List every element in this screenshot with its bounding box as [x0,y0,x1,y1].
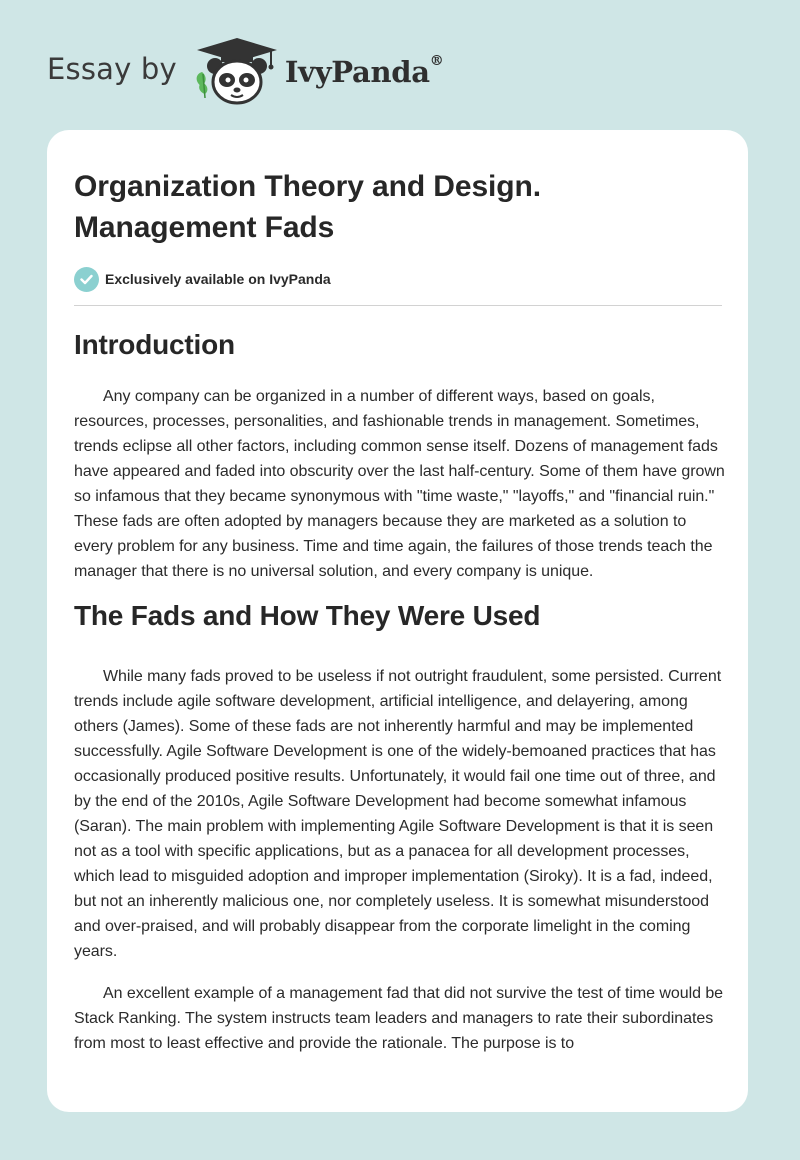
ivypanda-logo-text[interactable] [285,55,444,89]
registered-mark: ® [429,53,444,69]
title-divider [74,305,722,306]
check-circle-icon [74,267,99,292]
paragraph: An excellent example of a management fad that did not survive the test of time would be Stack Ranking. The system instructs team leaders and managers to rate their subordinates from most to least effective and provide the rationale. The purpose is to [74,985,724,1052]
essay-by-label: Essay by [47,52,177,86]
section-fads [74,598,722,1056]
exclusive-badge-label: Exclusively available on IvyPanda [105,271,331,287]
essay-card [47,130,748,1112]
panda-graduate-icon[interactable] [191,36,283,106]
exclusive-badge [74,265,722,293]
page-title: Organization Theory and Design. Management Fads [74,170,541,244]
paragraph: Any company can be organized in a number of different ways, based on goals, resources, processes, personalities, and fashionable trends in management. Sometimes, trends eclipse all other factors, including common sense itself. Dozens of management fads have appeared and faded into obscurity over the last half-century. Some of them have grown so infamous that they became synonymous with "time waste," "layoffs," and "financial ruin." These fads are often adopted by managers because they are marketed as a solution to every problem for any business. Time and time again, the failures of those trends teach the manager that there is no universal solution, and every company is unique. [74,388,725,580]
section-heading: Introduction [74,329,235,360]
paragraph: While many fads proved to be useless if not outright fraudulent, some persisted. Current trends include agile software development, artificial intelligence, and delayering, among others (James). Some of these fads are not inherently harmful and may be implemented successfully. Agile Software Development is one of the widely-bemoaned practices that has occasionally produced positive results. Unfortunately, it would fail one time out of three, and by the end of the 2010s, Agile Software Development had become somewhat infamous (Saran). The main problem with implementing Agile Software Development is that it is seen not as a tool with specific applications, but as a panacea for all development processes, which lead to misguided adoption and improper implementation (Siroky). It is a fad, indeed, but not an inherently malicious one, nor completely useless. It is somewhat misunderstood and over-praised, and will probably disappear from the corporate limelight in the coming years. [74,668,722,960]
brand-name: IvyPanda [284,55,430,89]
section-introduction [74,327,725,584]
site-header [47,36,443,106]
section-heading: The Fads and How They Were Used [74,600,541,631]
